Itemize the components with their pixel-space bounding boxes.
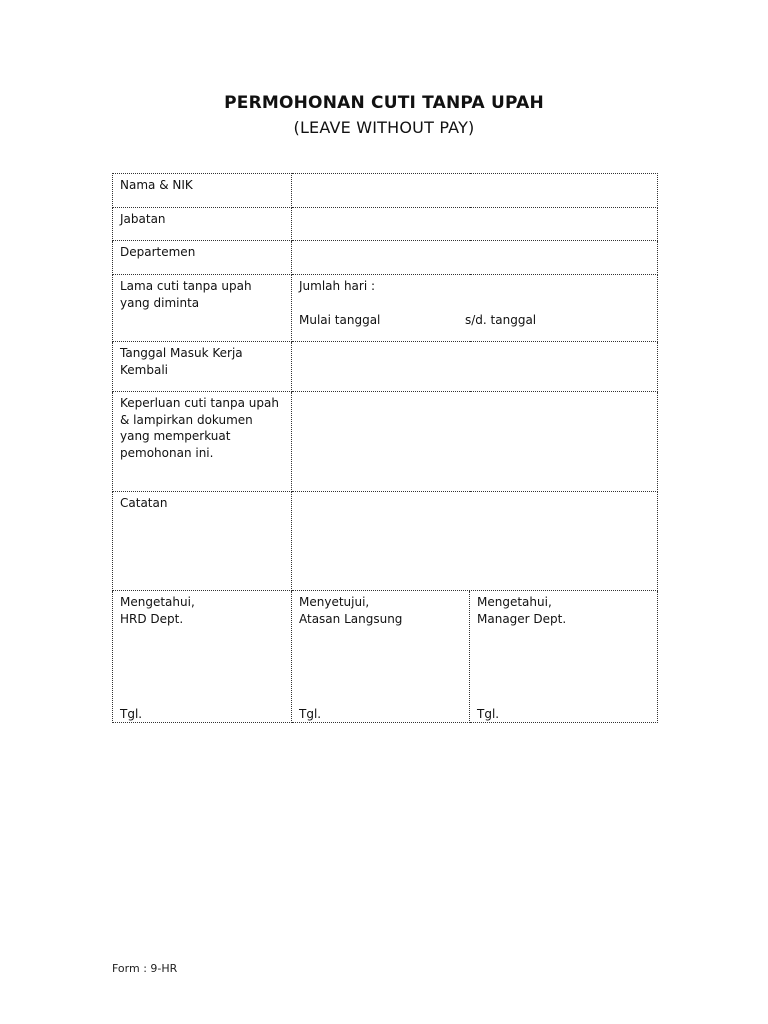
keperluan-field[interactable]: [292, 392, 658, 492]
nama-nik-label: Nama & NIK: [113, 174, 292, 208]
row-signatures: [113, 591, 658, 723]
row-jabatan: [113, 208, 658, 241]
form-code: Form : 9-HR: [112, 962, 178, 975]
nama-nik-field[interactable]: [292, 174, 658, 208]
signature-date-label: Tgl.: [120, 706, 143, 721]
row-tanggal-masuk: [113, 342, 658, 392]
jabatan-field[interactable]: [292, 208, 658, 241]
row-departemen: [113, 241, 658, 275]
signature-atasan[interactable]: [292, 591, 470, 723]
catatan-label: Catatan: [113, 492, 292, 591]
signature-hrd[interactable]: [113, 591, 292, 723]
lama-cuti-field[interactable]: [292, 275, 658, 342]
tanggal-masuk-field[interactable]: [292, 342, 658, 392]
signature-role: Mengetahui, HRD Dept.: [120, 595, 195, 626]
lama-cuti-label: Lama cuti tanpa upah yang diminta: [113, 275, 292, 342]
jabatan-label: Jabatan: [113, 208, 292, 241]
row-catatan: [113, 492, 658, 591]
date-range: [299, 312, 651, 329]
signature-date-label: Tgl.: [477, 706, 500, 721]
catatan-field[interactable]: [292, 492, 658, 591]
keperluan-label: Keperluan cuti tanpa upah & lampirkan dokumen yang memperkuat pemohonan ini.: [113, 392, 292, 492]
row-lama-cuti: [113, 275, 658, 342]
form-title: PERMOHONAN CUTI TANPA UPAH: [224, 93, 544, 113]
signature-role: Menyetujui, Atasan Langsung: [299, 595, 403, 626]
departemen-label: Departemen: [113, 241, 292, 275]
row-nama-nik: [113, 174, 658, 208]
jumlah-hari-label: Jumlah hari :: [299, 279, 376, 293]
form-subtitle: (LEAVE WITHOUT PAY): [293, 118, 475, 137]
sd-tanggal-label: s/d. tanggal: [465, 312, 537, 327]
row-keperluan: [113, 392, 658, 492]
mulai-tanggal-label: Mulai tanggal: [299, 312, 381, 327]
departemen-field[interactable]: [292, 241, 658, 275]
tanggal-masuk-label: Tanggal Masuk Kerja Kembali: [113, 342, 292, 392]
signature-role: Mengetahui, Manager Dept.: [477, 595, 567, 626]
leave-form-table: [112, 173, 658, 723]
signature-date-label: Tgl.: [299, 706, 322, 721]
signature-manager[interactable]: [470, 591, 658, 723]
